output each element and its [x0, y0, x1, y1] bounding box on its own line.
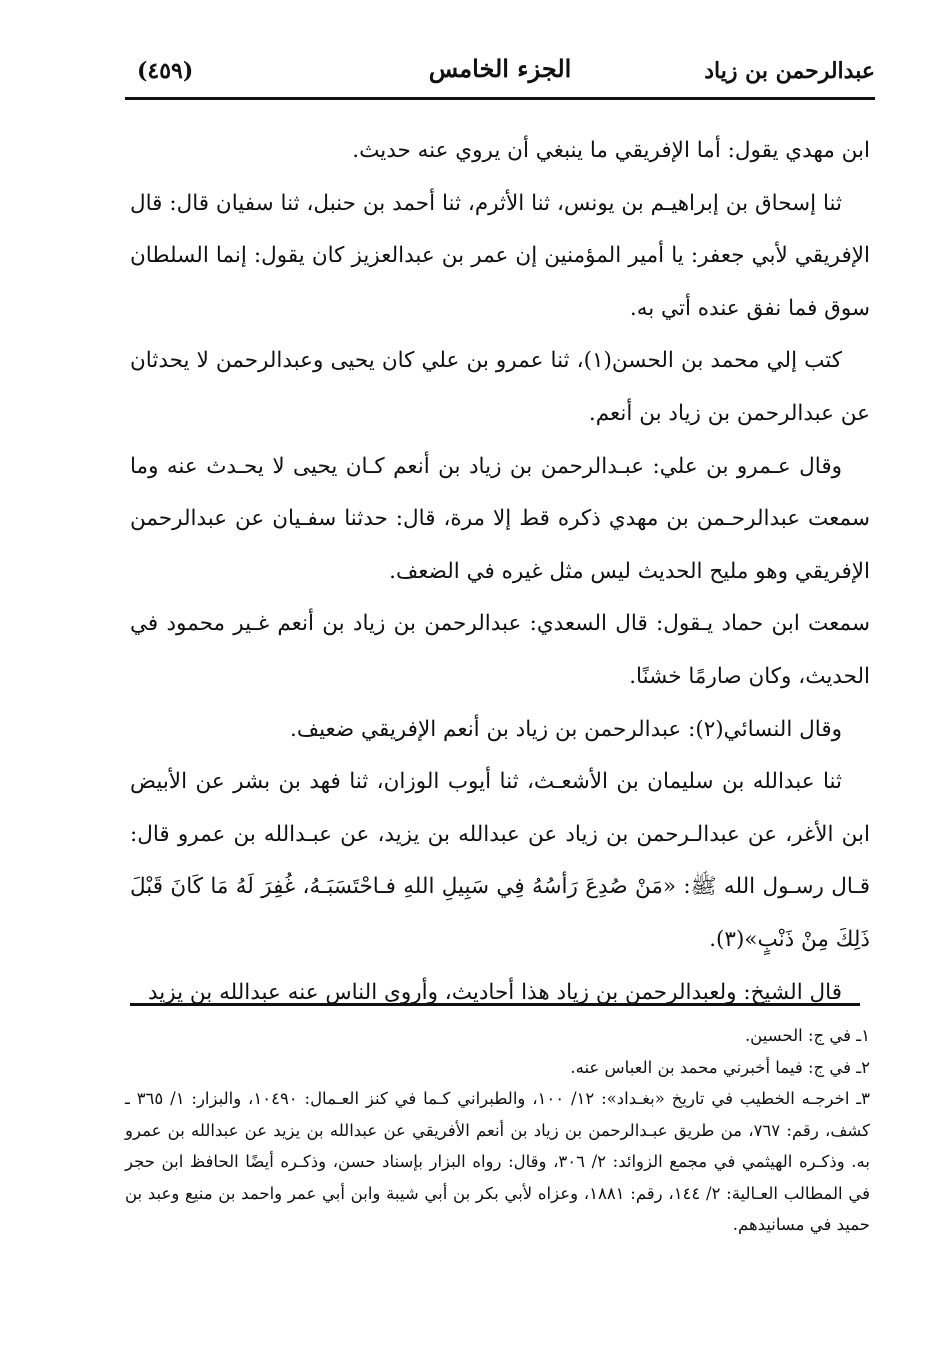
paragraph: وقال النسائي(٢): عبدالرحمن بن زياد بن أنعم الإفريقي ضعيف. — [289, 716, 842, 742]
paragraph: ثنا إسحاق بن إبراهيـم بن يونس، ثنا الأثرم، ثنا أحمد بن حنبل، ثنا سفيان قال: قال الإفريقي لأبي جعفر: يا أمير المؤمنين إن عمر بن عبدالعزيز كان يقول: إنما السلطان سوق فما نفق عنده أتي به. — [130, 190, 870, 321]
page-header — [125, 48, 875, 100]
paragraph: ثنا عبدالله بن سليمان بن الأشعـث، ثنا أيوب الوزان، ثنا فهد بن بشر عن الأبيض ابن الأغر، عن عبدالـرحمن بن زياد عن عبدالله بن يزيد، عن عبـدالله بن عمرو قال: قـال رسـول الله ﷺ: «مَنْ صُدِعَ رَأسُهُ فِي سَبِيلِ اللهِ فـاحْتَسَبَـهُ، غُفِرَ لَهُ مَا كَانَ قَبْلَ ذَلِكَ مِنْ ذَنْبٍ»(٣). — [130, 769, 870, 952]
paragraph: كتب إلي محمد بن الحسن(١)، ثنا عمرو بن علي كان يحيى وعبدالرحمن لا يحدثان عن عبدالرحمن بن زياد بن أنعم. — [130, 348, 870, 426]
paragraph: سمعت ابن حماد يـقول: قال السعدي: عبدالرحمن بن زياد بن أنعم غـير محمود في الحديث، وكان صارمًا خشنًا. — [130, 611, 870, 689]
running-title: عبدالرحمن بن زياد — [704, 58, 875, 84]
volume-title: الجزء الخامس — [428, 54, 572, 83]
footnote-divider — [130, 1003, 860, 1006]
footnote: ١ـ في ج: الحسين. — [744, 1026, 870, 1045]
paragraph: قال الشيخ: ولعبدالرحمن بن زياد هذا أحاديث، وأروى الناس عنه عبدالله بن يزيد — [147, 979, 842, 1005]
paragraph: وقال عـمرو بن علي: عبـدالرحمن بن زياد بن أنعم كـان يحيى لا يحـدث عنه وما سمعت عبدالرحـمن بن مهدي ذكره قط إلا مرة، قال: حدثنا سفـيان عن عبدالرحمن الإفريقي وهو مليح الحديث ليس مثل غيره في الضعف. — [130, 453, 870, 584]
footnotes — [125, 1020, 870, 1241]
main-text — [130, 125, 870, 1019]
footnote: ٢ـ في ج: فيما أخبرني محمد بن العباس عنه. — [570, 1057, 870, 1077]
paragraph: ابن مهدي يقول: أما الإفريقي ما ينبغي أن يروي عنه حديث. — [352, 138, 870, 163]
header-divider — [125, 97, 875, 100]
footnote: ٣ـ اخرجـه الخطيب في تاريخ «بغـداد»: ١٢/ ١٠٠، والطبراني كـما في كنز العـمال: ١٠٤٩٠، والبزار: ١/ ٣٦٥ ـ كشف، رقم: ٧٦٧، من طريق عبـدالرحمن بن زياد بن أنعم الأفريقي عن عبدالله بن يزيد عن عبدالله بن عمرو به. وذكـره الهيثمي في مجمع الزوائد: ٢/ ٣٠٦، وقال: رواه البزار بإسناد حسن، وذكـره أيضًا الحافظ ابن حجر في المطالب العـالية: ٢/ ١٤٤، رقم: ١٨٨١، وعزاه لأبي بكر بن أبي شيبة وابن أبي عمر واحمد بن منيع وعبد بن حميد في مسانيدهم. — [125, 1089, 870, 1234]
page-number: (٤٥٩) — [137, 58, 194, 84]
